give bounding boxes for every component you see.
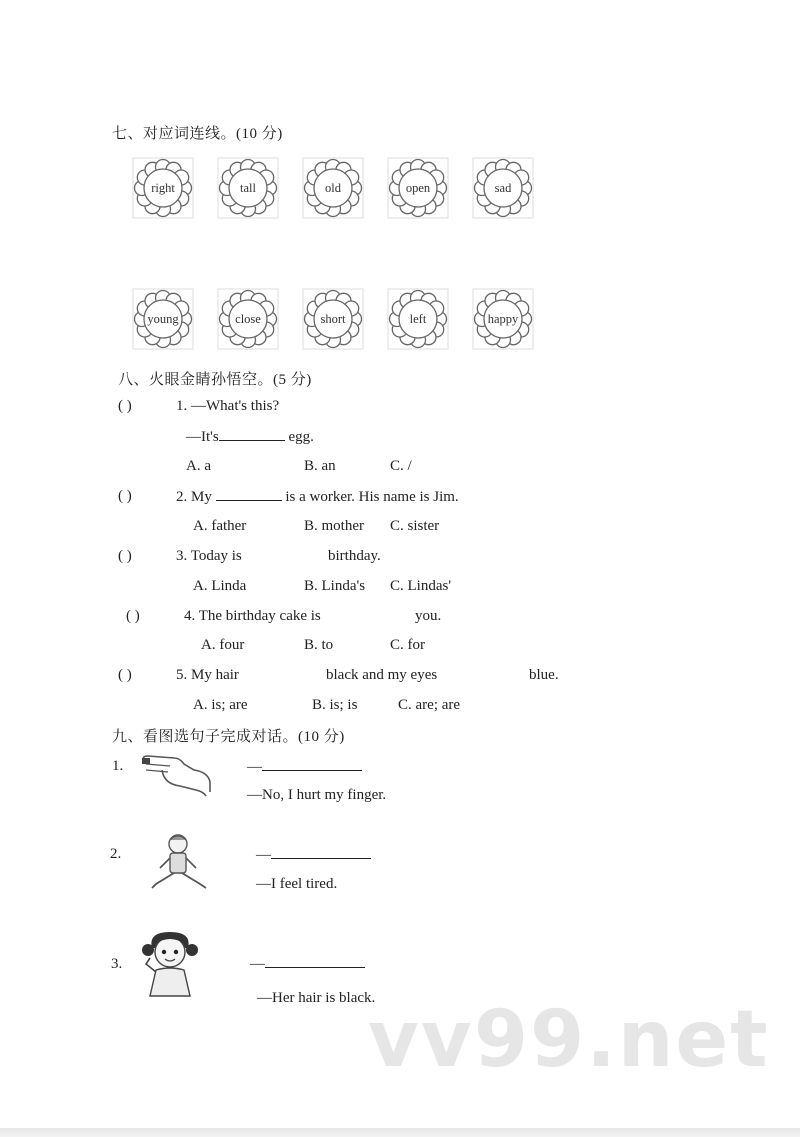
tired-child-picture (148, 832, 210, 897)
q2-option-c: C. sister (390, 518, 440, 534)
q5-stem-c: blue. (529, 667, 559, 683)
pointing-finger-picture (140, 750, 212, 803)
bottom-word-word: young (147, 312, 179, 326)
top-word-badge[interactable] (132, 157, 194, 219)
q3-answer-paren[interactable]: ( ) (118, 548, 132, 564)
item-2-blank[interactable] (271, 846, 371, 859)
bottom-word-word: left (409, 312, 427, 326)
bottom-word-badge[interactable] (302, 288, 364, 350)
q4-stem-b: you. (415, 608, 442, 624)
q5-stem-a: 5. My hair (176, 667, 239, 683)
item-2-prompt (256, 846, 371, 864)
q5-stem-b: black and my eyes (326, 667, 438, 683)
top-word-word: right (151, 181, 175, 195)
top-word-badge[interactable] (387, 157, 449, 219)
q1-option-c: C. / (390, 458, 412, 474)
page-bottom-edge (0, 1128, 800, 1137)
q1-reply-b: egg. (284, 429, 314, 445)
section-9-title: 九、看图选句子完成对话。(10 分) (112, 729, 345, 745)
q5-option-b: B. is; is (312, 697, 358, 713)
bottom-word-badge[interactable] (132, 288, 194, 350)
q4-option-c: C. for (390, 637, 425, 653)
section-8-title: 八、火眼金睛孙悟空。(5 分) (118, 372, 312, 388)
q1-reply (186, 428, 314, 446)
item-1-prompt (247, 758, 362, 776)
item-1-answer: —No, I hurt my finger. (247, 787, 387, 803)
q5-option-c: C. are; are (398, 697, 461, 713)
top-word-word: old (325, 181, 341, 195)
item-2-number: 2. (110, 846, 122, 862)
q4-option-a: A. four (201, 637, 245, 653)
bottom-word-word: close (235, 312, 261, 326)
bottom-word-badge[interactable] (472, 288, 534, 350)
q4-option-b: B. to (304, 637, 334, 653)
item-2-answer: —I feel tired. (256, 876, 338, 892)
item-3-dash: — (250, 956, 265, 972)
q1-stem: 1. —What's this? (176, 398, 280, 414)
q4-answer-paren[interactable]: ( ) (126, 608, 140, 624)
bottom-word-word: happy (487, 312, 519, 326)
girl-picture (138, 928, 204, 1005)
top-word-word: sad (494, 181, 512, 195)
q3-option-b: B. Linda's (304, 578, 366, 594)
q1-blank[interactable] (219, 428, 285, 441)
q3-option-c: C. Lindas' (390, 578, 452, 594)
q1-option-b: B. an (304, 458, 336, 474)
top-word-word: open (405, 181, 431, 195)
q5-answer-paren[interactable]: ( ) (118, 667, 132, 683)
item-3-number: 3. (111, 956, 123, 972)
q2-stem-b: is a worker. His name is Jim. (285, 489, 459, 505)
item-1-blank[interactable] (262, 758, 362, 771)
q2-option-b: B. mother (304, 518, 364, 534)
top-word-badge[interactable] (472, 157, 534, 219)
top-word-badge[interactable] (302, 157, 364, 219)
q1-reply-a: —It's (186, 429, 219, 445)
bottom-word-word: short (320, 312, 346, 326)
q3-stem-a: 3. Today is (176, 548, 242, 564)
q2-stem-a: 2. My (176, 489, 212, 505)
q2-answer-paren[interactable]: ( ) (118, 488, 132, 504)
item-2-dash: — (256, 847, 271, 863)
q5-option-a: A. is; are (193, 697, 248, 713)
item-1-dash: — (247, 759, 262, 775)
q3-option-a: A. Linda (193, 578, 247, 594)
top-word-word: tall (240, 181, 256, 195)
item-3-blank[interactable] (265, 955, 365, 968)
item-3-answer: —Her hair is black. (257, 990, 376, 1006)
bottom-word-badge[interactable] (217, 288, 279, 350)
top-word-badge[interactable] (217, 157, 279, 219)
bottom-word-badge[interactable] (387, 288, 449, 350)
q3-stem-b: birthday. (328, 548, 381, 564)
q2-stem (176, 488, 459, 506)
q2-blank[interactable] (216, 488, 282, 501)
item-1-number: 1. (112, 758, 124, 774)
watermark: vv99.net (368, 995, 770, 1085)
q1-option-a: A. a (186, 458, 211, 474)
q1-answer-paren[interactable]: ( ) (118, 398, 132, 414)
section-7-title: 七、对应词连线。(10 分) (112, 126, 283, 142)
item-3-prompt (250, 955, 365, 973)
q4-stem-a: 4. The birthday cake is (184, 608, 321, 624)
q2-option-a: A. father (193, 518, 247, 534)
